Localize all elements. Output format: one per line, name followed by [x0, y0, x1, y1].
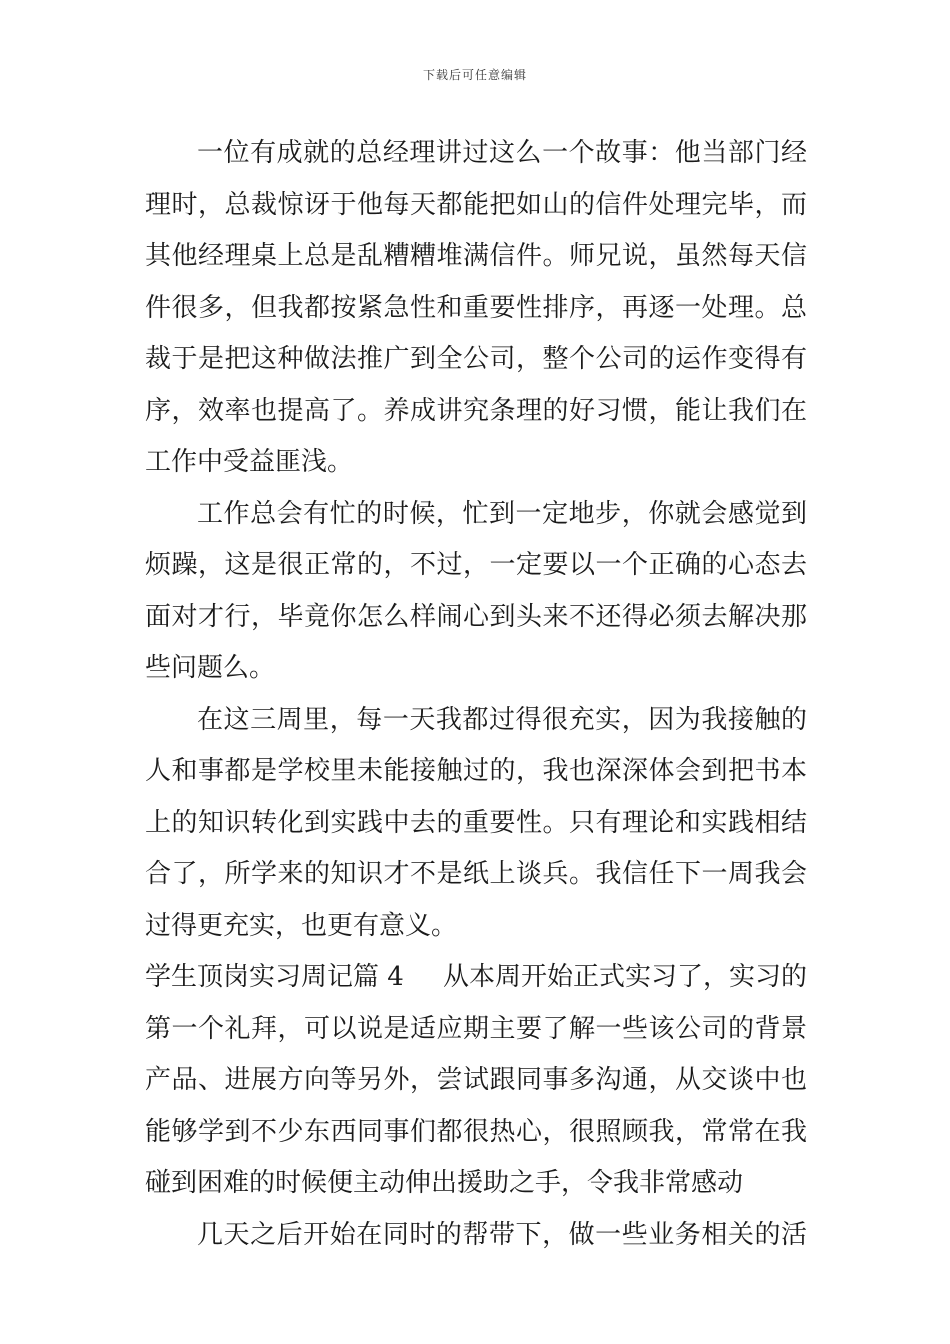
text-line: 碰到困难的时候便主动伸出援助之手，令我非常感动	[145, 1168, 744, 1198]
text-line: 烦躁，这是很正常的，不过，一定要以一个正确的心态去	[145, 550, 807, 580]
text-line: 工作总会有忙的时候，忙到一定地步，你就会感觉到	[197, 498, 807, 529]
document-body	[145, 128, 807, 1261]
section-heading: 学生顶岗实习周记篇 4	[145, 962, 404, 992]
text-line: 上的知识转化到实践中去的重要性。只有理论和实践相结	[145, 807, 807, 838]
text-line: 理时，总裁惊讶于他每天都能把如山的信件处理完毕，而	[145, 189, 807, 220]
text-line: 人和事都是学校里未能接触过的，我也深深体会到把书本	[145, 756, 807, 786]
text-line: 工作中受益匪浅。	[145, 447, 354, 477]
text-line: 过得更充实，也更有意义。	[145, 910, 458, 941]
text-line: 在这三周里，每一天我都过得很充实，因为我接触的	[197, 704, 807, 735]
page-header-note: 下载后可任意编辑	[422, 68, 527, 82]
text-line: 能够学到不少东西同事们都很热心，很照顾我，常常在我	[145, 1116, 807, 1147]
paragraph	[145, 1210, 807, 1262]
paragraph	[145, 695, 807, 953]
text-line: 合了，所学来的知识才不是纸上谈兵。我信任下一周我会	[145, 859, 807, 889]
paragraph	[145, 128, 807, 489]
text-line: 些问题么。	[145, 653, 276, 683]
text-line: 一位有成就的总经理讲过这么一个故事：他当部门经	[197, 138, 807, 168]
text-line: 几天之后开始在同时的帮带下，做一些业务相关的活	[197, 1219, 807, 1250]
text-line: 产品、进展方向等另外，尝试跟同事多沟通，从交谈中也	[145, 1065, 807, 1095]
text-line: 序，效率也提高了。养成讲究条理的好习惯，能让我们在	[145, 395, 807, 426]
paragraph	[145, 952, 807, 1210]
paragraph	[145, 489, 807, 695]
section-heading-line	[145, 952, 807, 1004]
text-line: 面对才行，毕竟你怎么样闹心到头来不还得必须去解决那	[145, 601, 807, 632]
text-line: 第一个礼拜，可以说是适应期主要了解一些该公司的背景	[145, 1013, 807, 1044]
text-line-continuation: 从本周开始正式实习了，实习的	[442, 962, 807, 992]
text-line: 件很多，但我都按紧急性和重要性排序，再逐一处理。总	[145, 292, 807, 323]
text-line: 其他经理桌上总是乱糟糟堆满信件。师兄说，虽然每天信	[145, 241, 807, 271]
text-line: 裁于是把这种做法推广到全公司，整个公司的运作变得有	[145, 344, 807, 374]
